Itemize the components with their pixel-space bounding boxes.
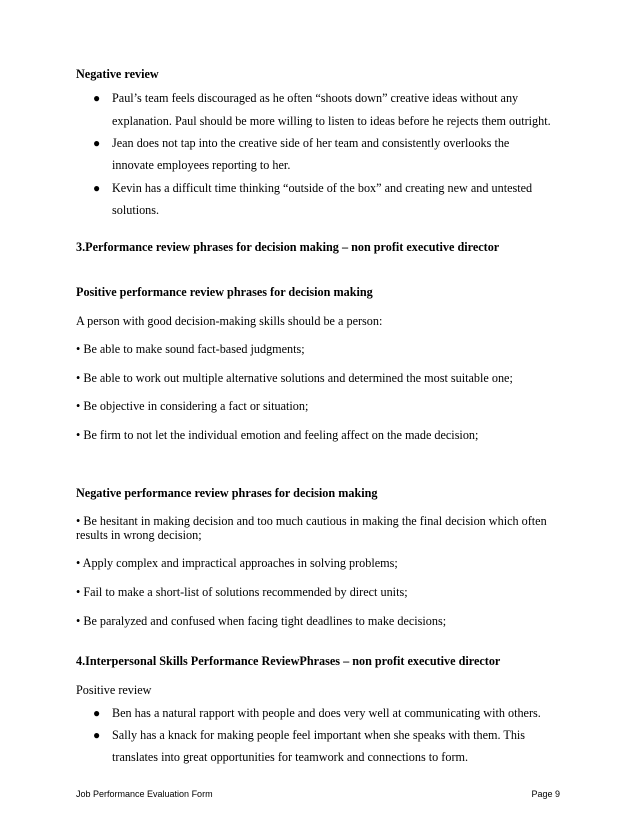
negative-review-heading: Negative review — [76, 67, 159, 81]
list-item-continuation: results in wrong decision; — [76, 528, 202, 542]
bullet-line: Jean does not tap into the creative side of her team and consistently overlooks the — [112, 136, 510, 150]
bullet-line: Sally has a knack for making people feel important when she speaks with them. This — [112, 728, 526, 742]
negative-decision-heading: Negative performance review phrases for decision making — [76, 486, 378, 500]
footer-title: Job Performance Evaluation Form — [76, 789, 213, 799]
page-number: Page 9 — [531, 789, 560, 799]
section-4-heading: 4.Interpersonal Skills Performance ReviewPhrases – non profit executive director — [76, 654, 501, 668]
list-item: • Be able to make sound fact-based judgments; — [76, 342, 305, 356]
bullet-icon: ● — [93, 728, 101, 742]
bullet-line: translates into great opportunities for teamwork and connections to form. — [112, 750, 469, 764]
list-item: • Be hesitant in making decision and too much cautious in making the final decision which often — [76, 514, 547, 528]
bullet-line: Kevin has a difficult time thinking “outside of the box” and creating new and untested — [112, 181, 533, 195]
bullet-icon: ● — [93, 181, 101, 195]
bullet-line: solutions. — [112, 203, 160, 217]
bullet-line: innovate employees reporting to her. — [112, 158, 291, 172]
list-item: • Be paralyzed and confused when facing tight deadlines to make decisions; — [76, 614, 447, 628]
list-item: • Apply complex and impractical approaches in solving problems; — [76, 556, 398, 570]
positive-review-heading: Positive review — [76, 683, 152, 697]
list-item: • Be objective in considering a fact or situation; — [76, 399, 309, 413]
bullet-icon: ● — [93, 91, 101, 105]
bullet-line: explanation. Paul should be more willing to listen to ideas before he rejects them outright. — [112, 114, 551, 128]
positive-decision-heading: Positive performance review phrases for decision making — [76, 285, 373, 299]
bullet-line: Paul’s team feels discouraged as he often “shoots down” creative ideas without any — [112, 91, 519, 105]
intro-text: A person with good decision-making skills should be a person: — [76, 314, 383, 328]
list-item: • Be firm to not let the individual emotion and feeling affect on the made decision; — [76, 428, 479, 442]
list-item: • Fail to make a short-list of solutions recommended by direct units; — [76, 585, 408, 599]
bullet-icon: ● — [93, 706, 101, 720]
section-3-heading: 3.Performance review phrases for decision making – non profit executive director — [76, 240, 500, 254]
bullet-line: Ben has a natural rapport with people and does very well at communicating with others. — [112, 706, 541, 720]
list-item: • Be able to work out multiple alternative solutions and determined the most suitable one; — [76, 371, 513, 385]
bullet-icon: ● — [93, 136, 101, 150]
